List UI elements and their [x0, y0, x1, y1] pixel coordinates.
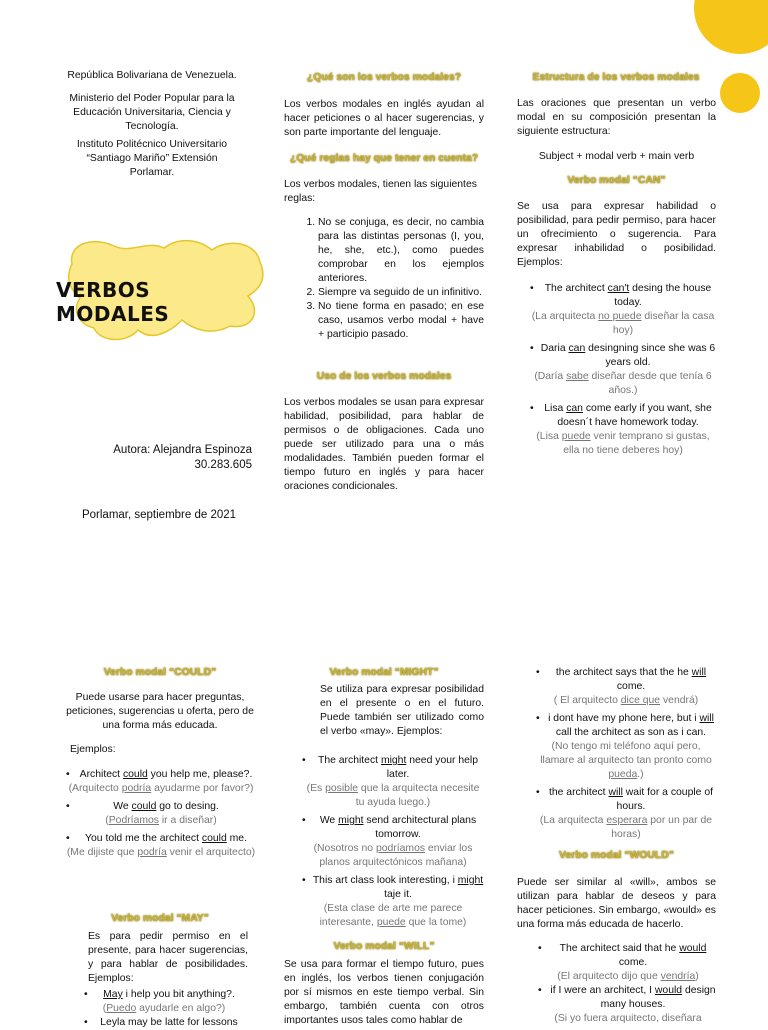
translation: (La arquitecta esperara por un par de horas)	[539, 815, 713, 840]
can-example-list	[530, 282, 716, 310]
paragraph-could: Puede usarse para hacer preguntas, peticiones, sugerencias u oferta, pero de una forma más educada.	[66, 692, 254, 731]
translation: (Daría sabe diseñar desde que tenía 6 años.)	[534, 371, 712, 396]
cover-republic: República Bolivariana de Venezuela.	[67, 70, 237, 81]
translation: (Podríamos ir a diseñar)	[105, 815, 217, 826]
heading-will: Verbo modal “WILL”	[333, 941, 435, 952]
decor-circle-large	[694, 0, 768, 54]
list-item: • The architect might need your help later.	[302, 754, 484, 782]
decor-circle-small	[720, 73, 760, 113]
paragraph-will: Se usa para formar el tiempo futuro, pues en inglés, los verbos tienen conjugación por sí mismos en este tiempo verbal. Sin embargo, también cuenta con otros importantes usos tales como hablar de	[284, 959, 484, 1024]
will-example-list	[536, 786, 716, 814]
translation: (Puedo ayudarle en algo?)	[102, 1003, 226, 1014]
cover-institute: Instituto Politécnico Universitario “Santiago Mariño” Extensión Porlamar.	[76, 139, 228, 178]
can-example-list	[530, 342, 716, 370]
examples-label: Ejemplos:	[70, 744, 116, 755]
paragraph-may: Es para pedir permiso en el presente, para hacer sugerencias, y para hablar de posibilidades. Ejemplos:	[88, 931, 248, 984]
heading-would: Verbo modal “WOULD”	[559, 850, 674, 861]
may-example-list	[84, 988, 244, 1002]
structure-formula: Subject + modal verb + main verb	[538, 151, 695, 162]
list-item: • The architect can't desing the house today.	[530, 282, 716, 310]
list-item: • This art class look interesting, i might taje it.	[302, 874, 484, 902]
list-item: • if I were an architect, I would design many houses.	[538, 984, 718, 1012]
would-examples	[538, 942, 718, 1026]
would-example-list	[538, 942, 718, 970]
might-example-list	[302, 874, 484, 902]
translation: (La arquitecta no puede diseñar la casa hoy)	[531, 311, 715, 336]
translation: (El arquitecto dijo que vendría)	[557, 971, 699, 982]
translation: (Es posible que la arquitecta necesite tu ayuda luego.)	[306, 783, 480, 808]
heading-may: Verbo modal “MAY”	[111, 913, 209, 924]
heading-usage: Uso de los verbos modales	[316, 371, 452, 382]
will-examples	[536, 666, 716, 842]
cover-id-number: 30.283.605	[194, 459, 252, 471]
list-item: • Leyla may be latte for lessons	[84, 1016, 244, 1030]
heading-can: Verbo modal “CAN”	[567, 175, 666, 186]
might-example-list	[302, 814, 484, 842]
list-item: • Architect could you help me, please?.	[66, 768, 256, 782]
can-example-list	[530, 402, 716, 430]
translation: (Arquitecto podría ayudarme por favor?)	[68, 783, 254, 794]
will-example-list	[536, 712, 716, 740]
paragraph-can: Se usa para expresar habilidad o posibilidad, para pedir permiso, para hacer un ofrecimiento o sugerencia. Para expresar inhabilidad o posibilidad. Ejemplos:	[517, 201, 716, 268]
list-item: • We could go to desing.	[66, 800, 256, 814]
list-item: • The architect said that he would come.	[538, 942, 718, 970]
rules-list	[284, 216, 484, 342]
might-example-list	[302, 754, 484, 782]
translation: ( El arquitecto dice que vendrá)	[553, 695, 699, 706]
could-example-list	[66, 832, 256, 846]
might-examples	[302, 754, 484, 930]
list-item: • We might send architectural plans tomorrow.	[302, 814, 484, 842]
may-example-list	[84, 1016, 244, 1030]
will-example-list	[536, 666, 716, 694]
rule-item: 1. No se conjuga, es decir, no cambia para las distintas personas (I, you, he, she, etc.), como puedes comprobar en los ejemplos anteriores.	[318, 216, 484, 286]
list-item: • You told me the architect could me.	[66, 832, 256, 846]
would-example-list	[538, 984, 718, 1012]
translation: (Si yo fuera arquitecto, diseñara	[554, 1013, 702, 1024]
paragraph-what-are-modals: Los verbos modales en inglés ayudan al hacer peticiones o al hacer sugerencias, y son parte importante del lenguaje.	[284, 99, 484, 138]
translation: (Nosotros no podríamos enviar los planos arquitectónicos mañana)	[313, 843, 473, 868]
paragraph-might: Se utiliza para expresar posibilidad en el presente o en el futuro. Puede también ser utilizado como el verbo «may». Ejemplos:	[320, 684, 484, 737]
document-title: VERBOS MODALES	[56, 278, 170, 326]
paragraph-rules-intro: Los verbos modales, tienen las siguientes reglas:	[284, 179, 477, 204]
list-item: • i dont have my phone here, but i will call the architect as son as i can.	[536, 712, 716, 740]
paragraph-would: Puede ser similar al «will», ambos se utilizan para hablar de deseos y para hacer peticiones. Sin embargo, «would» es una forma más educada de hacerlo.	[517, 877, 716, 930]
list-item: • May i help you bit anything?.	[84, 988, 244, 1002]
heading-might: Verbo modal “MIGHT”	[329, 667, 439, 678]
heading-could: Verbo modal “COULD”	[103, 667, 217, 678]
list-item: • Lisa can come early if you want, she doesn´t have homework today.	[530, 402, 716, 430]
rule-item: 3. No tiene forma en pasado; en ese caso, usamos verbo modal + have + participio pasado.	[318, 300, 484, 342]
translation: (Me dijiste que podría venir el arquitecto)	[66, 847, 256, 858]
heading-structure: Estructura de los verbos modales	[532, 72, 700, 83]
could-example-list	[66, 768, 256, 782]
paragraph-usage: Los verbos modales se usan para expresar habilidad, posibilidad, para hablar de permisos o de obligaciones. Cada uno puede ser utilizado para una o más modalidades. También pueden formar el tiempo futuro en inglés y para hacer oraciones condicionales.	[284, 397, 484, 492]
paragraph-structure: Las oraciones que presentan un verbo modal en su composición presentan la siguiente estructura:	[517, 98, 716, 137]
translation: (Lisa puede venir temprano si gustas, ella no tiene deberes hoy)	[536, 431, 710, 456]
cover-date: Porlamar, septiembre de 2021	[81, 509, 237, 521]
list-item: • the architect says that the he will come.	[536, 666, 716, 694]
translation: (Esta clase de arte me parece interesante, puede que la tome)	[319, 903, 467, 928]
cover-author: Autora: Alejandra Espinoza	[113, 444, 252, 456]
could-examples	[66, 768, 256, 860]
translation: (No tengo mi teléfono aquí pero, llamare al arquitecto tan pronto como pueda.)	[540, 741, 712, 780]
heading-what-are-modals: ¿Qué son los verbos modales?	[306, 72, 462, 83]
could-example-list	[66, 800, 256, 814]
can-examples	[530, 282, 716, 458]
rule-item: 2. Siempre va seguido de un infinitivo.	[318, 286, 484, 300]
list-item: • the architect will wait for a couple of hours.	[536, 786, 716, 814]
heading-rules: ¿Qué reglas hay que tener en cuenta?	[289, 153, 479, 164]
list-item: • Daria can desingning since she was 6 years old.	[530, 342, 716, 370]
cover-ministry: Ministerio del Poder Popular para la Educación Universitaria, Ciencia y Tecnología.	[69, 93, 235, 132]
